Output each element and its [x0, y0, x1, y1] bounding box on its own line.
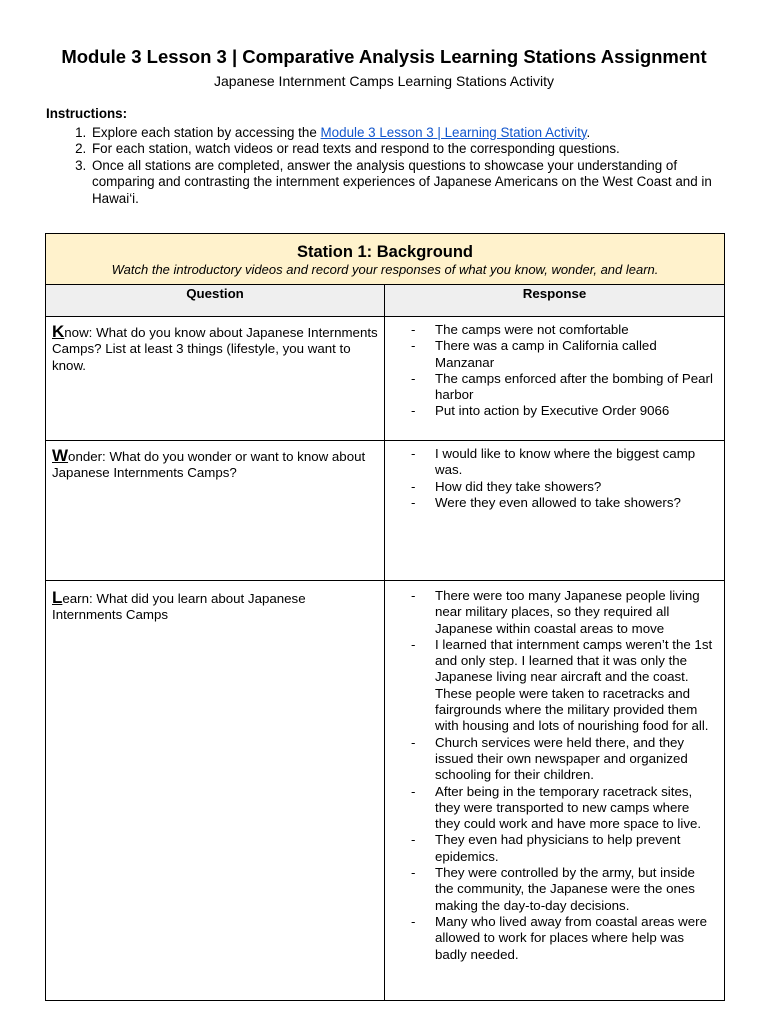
instruction-text: Explore each station by accessing the	[92, 124, 321, 140]
question-cell-wonder	[46, 441, 385, 581]
response-item: - I learned that internment camps weren’t the 1st and only step. I learned that it was only the Japanese living near aircraft and the coast. These people were taken to racetracks and fairgrounds where the military provided them with housing and lots of nourishing food for all.	[411, 637, 716, 735]
response-list	[411, 446, 716, 511]
instruction-item	[90, 141, 726, 158]
response-item: - The camps were not comfortable	[411, 322, 716, 338]
learning-station-link[interactable]: Module 3 Lesson 3 | Learning Station Activity	[320, 124, 587, 140]
response-cell-wonder[interactable]	[385, 441, 725, 581]
station-description: Watch the introductory videos and record your responses of what you know, wonder, and learn.	[111, 262, 659, 277]
response-item: - There were too many Japanese people living near military places, so they required all Japanese within coastal areas to move	[411, 588, 716, 637]
instruction-item	[90, 158, 726, 208]
instructions-section	[46, 106, 726, 207]
response-cell-learn[interactable]	[385, 581, 725, 1001]
question-cell-know	[46, 317, 385, 441]
response-item: - Were they even allowed to take showers?	[411, 495, 716, 511]
response-list	[411, 322, 716, 420]
station-banner	[46, 234, 725, 285]
instruction-item	[90, 125, 726, 142]
question-text: onder: What do you wonder or want to know about Japanese Internments Camps?	[52, 449, 366, 481]
instruction-text: .	[586, 124, 591, 140]
response-item: - They even had physicians to help prevent epidemics.	[411, 832, 716, 865]
response-item: - The camps enforced after the bombing of Pearl harbor	[411, 371, 716, 404]
document-title: Module 3 Lesson 3 | Comparative Analysis Learning Stations Assignment	[61, 46, 707, 67]
question-text: now: What do you know about Japanese Internments Camps? List at least 3 things (lifestyle, you want to know.	[52, 325, 378, 373]
response-item: - There was a camp in California called Manzanar	[411, 338, 716, 371]
table-row-wonder	[46, 441, 725, 581]
response-list	[411, 588, 716, 963]
response-item: - They were controlled by the army, but inside the community, the Japanese were the ones making the day-to-day decisions.	[411, 865, 716, 914]
column-header-question: Question	[46, 285, 385, 317]
response-cell-know[interactable]	[385, 317, 725, 441]
station-table	[45, 233, 725, 1001]
response-item: - How did they take showers?	[411, 479, 716, 495]
response-item: - Church services were held there, and they issued their own newspaper and organized schooling for their children.	[411, 735, 716, 784]
response-item: - Many who lived away from coastal areas were allowed to work for places where help was badly needed.	[411, 914, 716, 963]
station-banner-row	[46, 234, 725, 285]
kwl-letter: K	[52, 322, 65, 341]
column-header-response: Response	[385, 285, 725, 317]
instruction-text: Once all stations are completed, answer the analysis questions to showcase your understanding of comparing and contrasting the internment experiences of Japanese Americans on the West Coast and in Hawai‘i.	[92, 157, 712, 206]
question-cell-learn	[46, 581, 385, 1001]
table-row-learn	[46, 581, 725, 1001]
station-title: Station 1: Background	[297, 243, 474, 261]
kwl-letter: W	[52, 446, 69, 465]
instruction-text: For each station, watch videos or read texts and respond to the corresponding questions.	[92, 141, 620, 156]
response-item: - Put into action by Executive Order 9066	[411, 403, 716, 419]
response-item: - I would like to know where the biggest camp was.	[411, 446, 716, 479]
table-header-row	[46, 285, 725, 317]
table-row-know	[46, 317, 725, 441]
document-subtitle: Japanese Internment Camps Learning Stations Activity	[213, 73, 555, 89]
response-item: - After being in the temporary racetrack sites, they were transported to new camps where they could work and have more space to live.	[411, 784, 716, 833]
question-text: earn: What did you learn about Japanese Internments Camps	[52, 591, 306, 623]
kwl-letter: L	[52, 588, 63, 607]
instructions-label: Instructions:	[46, 106, 128, 121]
instructions-list	[46, 125, 726, 208]
